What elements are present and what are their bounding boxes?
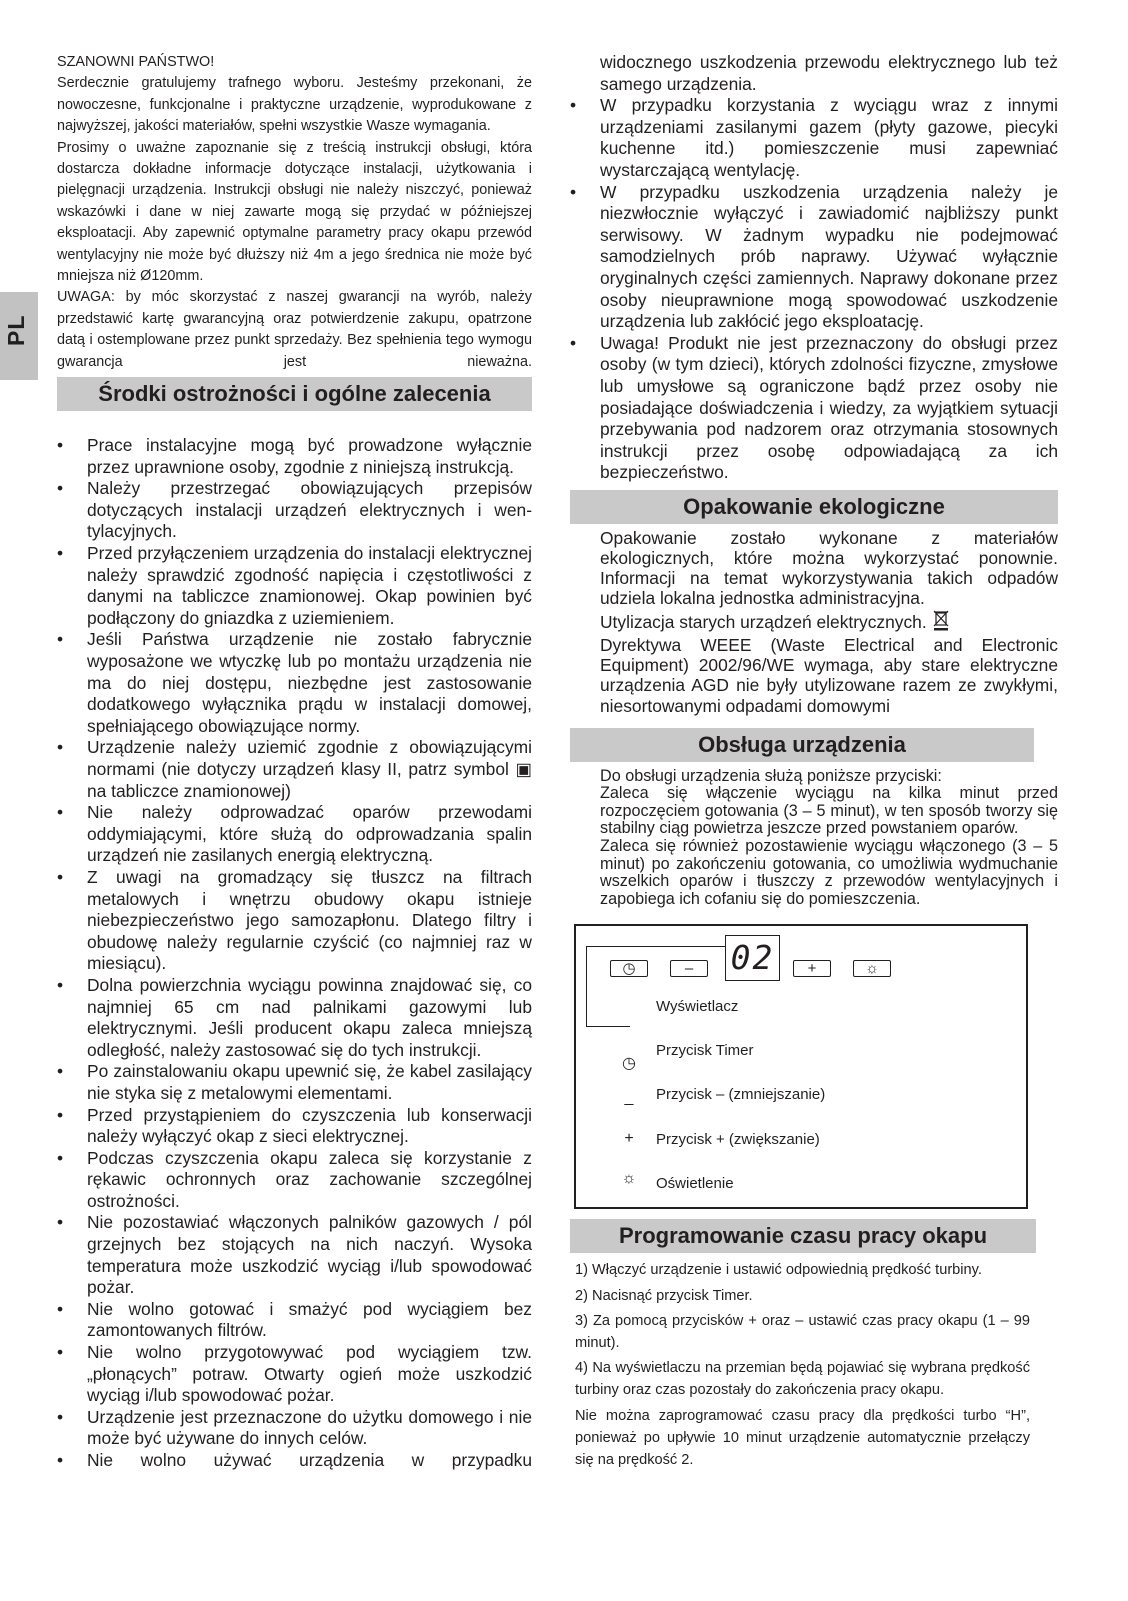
list-item: • Nie wolno używać urządzenia w przypadku [57, 1450, 532, 1472]
intro-paragraph: Serdecznie gratulujemy trafnego wyboru. Jesteśmy przekonani, że nowoczesne, funkcjonalne i praktyczne urządzenie, wyprodukowane z najwyższej, jakości materiałów, spełni wszystkie Wasze wymagania. [57, 75, 532, 135]
legend-label: Oświetlenie [656, 1175, 734, 1193]
operation-paragraph: Do obsługi urządzenia służą poniższe przyciski: [600, 766, 942, 785]
legend-label: Przycisk + (zwiększanie) [656, 1131, 820, 1149]
list-item: • Należy przestrzegać obowiązujących przepisów dotyczących instalacji urządzeń elektrycznych i wen-tylacyjnych. [57, 478, 532, 543]
list-item: • Po zainstalowaniu okapu upewnić się, że kabel zasilający nie styka się z metalowymi elementami. [57, 1061, 532, 1104]
legend-row-display [576, 997, 1006, 1019]
operation-text [570, 768, 1058, 909]
minus-icon: – [684, 960, 694, 978]
eco-paragraph [570, 609, 1058, 635]
left-column [57, 52, 532, 1472]
list-item: • Przed przyłączeniem urządzenia do instalacji elektrycznej należy sprawdzić zgodność napięcia i częstotliwości z danymi na tabliczce znamionowej. Okap powinien być podłączony do gniazdka z uziemieniem. [57, 543, 532, 629]
light-icon: ☼ [865, 960, 879, 978]
operation-paragraph: Zaleca się włączenie wyciągu na kilka minut przed rozpoczęciem gotowania (3 – 5 minut), w ten sposób tworzy się stabilny ciąg powietrza jeszcze przed powstaniem oparów. [600, 784, 1058, 838]
legend-label: Przycisk Timer [656, 1042, 754, 1060]
programming-note: Nie można zaprogramować czasu pracy dla prędkości turbo “H”, ponieważ po upływie 10 minut urządzenie automatycznie przełączy się na prędkość 2. [575, 1407, 1030, 1469]
list-item: • Prace instalacyjne mogą być prowadzone wyłącznie przez uprawnione osoby, zgodnie z niniejszą instrukcją. [57, 435, 532, 478]
light-icon: ☼ [621, 1170, 637, 1188]
list-item: • Nie należy odprowadzać oparów przewodami oddymiającymi, które służą do odprowadzania spalin urządzeń nie zasilanych energią elektryczną. [57, 802, 532, 867]
plus-button[interactable] [793, 960, 831, 977]
list-item: • Jeśli Państwa urządzenie nie zostało fabrycznie wyposażone we wtyczkę lub po montażu urządzenia nie ma do niej dostępu, niezbędne jest zastosowanie dodatkowego wyłącznika prądu w instalacji domowej, spełniającego obowiązujące normy. [57, 629, 532, 737]
list-item: • W przypadku korzystania z wyciągu wraz z innymi urządzeniami zasilanymi gazem (płyty gazowe, piecyki kuchenne itd.) pomieszczenie musi zapewniać wystarczającą wentylację. [570, 95, 1058, 181]
minus-button[interactable] [670, 960, 708, 977]
list-item: • Przed przystąpieniem do czyszczenia lub konserwacji należy wyłączyć okap z sieci elektrycznej. [57, 1105, 532, 1148]
digital-display: 02 [725, 935, 780, 981]
list-item: • Z uwagi na gromadzący się tłuszcz na filtrach metalowych i wnętrzu obudowy okapu istnieje niebezpieczeństwo jego samozapłonu. Dlatego filtry i obudowę należy regularnie czyścić (co najmniej raz w miesiącu). [57, 867, 532, 975]
programming-step: 1) Włączyć urządzenie i ustawić odpowiednią prędkość turbiny. [575, 1262, 982, 1279]
plus-icon: + [807, 960, 817, 978]
right-column [570, 52, 1058, 1474]
list-item: • Nie wolno gotować i smażyć pod wyciągiem bez zamontowanych filtrów. [57, 1299, 532, 1342]
list-item: • Nie wolno przygotowywać pod wyciągiem tzw. „płonących” potraw. Otwarty ogień może uszkodzić wyciąg i/lub spowodować pożar. [57, 1342, 532, 1407]
plus-icon: + [624, 1130, 634, 1148]
intro-text [57, 52, 532, 373]
timer-icon: ◷ [622, 1055, 636, 1073]
language-tab-label: PL [3, 314, 29, 346]
eco-text [570, 528, 1058, 716]
list-item: • W przypadku uszkodzenia urządzenia należy je niezwłocznie wyłączyć i zawiadomić najbliższy punkt serwisowy. W żadnym wypadku nie podejmować samodzielnych prób naprawy. Używać wyłącznie oryginalnych części zamiennych. Naprawy dokonane przez osoby nieuprawnione mogą spowodować uszkodzenie urządzenia lub zakłócić jego eksploatację. [570, 182, 1058, 333]
list-item: • Urządzenie należy uziemić zgodnie z obowiązującymi normami (nie dotyczy urządzeń klasy II, patrz symbol ▣ na tabliczce znamionowej) [57, 737, 532, 802]
legend-row-plus [576, 1130, 1006, 1152]
section-title-programming: Programowanie czasu pracy okapu [570, 1219, 1036, 1253]
programming-text [570, 1259, 1030, 1471]
legend-row-light [576, 1170, 1006, 1196]
safety-continued: widocznego uszkodzenia przewodu elektrycznego lub też samego urządzenia. [600, 52, 1058, 94]
programming-step: 3) Za pomocą przycisków + oraz – ustawić czas pracy okapu (1 – 99 minut). [575, 1312, 1030, 1352]
legend-row-timer [576, 1041, 1006, 1073]
eco-paragraph: Opakowanie zostało wykonane z materiałów ekologicznych, które można wykorzystać ponownie. Informacji na temat wykorzystywania takich odpadów udziela lokalna jednostka administracyjna. [600, 527, 1058, 609]
section-title-safety: Środki ostrożności i ogólne zalecenia [57, 377, 532, 411]
list-item: • Uwaga! Produkt nie jest przeznaczony do obsługi przez osoby (w tym dzieci), których zdolności fizyczne, zmysłowe lub umysłowe są ograniczone bądź przez osoby nie posiadające doświadczenia i wiedzy, za wyjątkiem sytuacji przebywania pod nadzorem oraz otrzymania stosownych instrukcji przez osobę odpowiadającą za ich bezpieczeństwo. [570, 333, 1058, 484]
list-item: • Podczas czyszczenia okapu zaleca się korzystanie z rękawic ochronnych oraz zachowanie szczególnej ostrożności. [57, 1148, 532, 1213]
timer-button[interactable] [610, 960, 648, 977]
light-button[interactable] [853, 960, 891, 977]
legend-label: Przycisk – (zmniejszanie) [656, 1086, 826, 1104]
list-item: • Urządzenie jest przeznaczone do użytku domowego i nie może być używane do innych celów. [57, 1407, 532, 1450]
section-title-operation: Obsługa urządzenia [570, 728, 1034, 762]
safety-list [57, 435, 532, 1472]
weee-bin-icon [932, 609, 950, 635]
intro-paragraph: Prosimy o uważne zapoznanie się z treścią instrukcji obsługi, która dostarcza dokładne informacje dotyczące instalacji, użytkowania i pielęgnacji urządzenia. Instrukcji obsługi nie należy niszczyć, ponieważ wskazówki i dane w niej zawarte mogą się przydać w późniejszej eksploatacji. Aby zapewnić optymalne parametry pracy okapu przewód wentylacyjny nie może być dłuższy niż 4m a jego średnica nie może być mniejsza niż Ø120mm. [57, 139, 532, 285]
programming-step: 2) Nacisnąć przycisk Timer. [575, 1287, 753, 1304]
intro-warning: UWAGA: by móc skorzystać z naszej gwarancji na wyrób, należy przedstawić kartę gwarancyjną oraz potwierdzenie zakupu, opatrzone datą i ostemplowane przez punkt sprzedaży. Bez spełnienia tego wymogu gwarancja jest nieważna. [57, 289, 532, 370]
timer-icon: ◷ [622, 960, 636, 978]
language-tab [0, 292, 38, 380]
eco-paragraph: Dyrektywa WEEE (Waste Electrical and Electronic Equipment) 2002/96/WE wymaga, aby stare elektryczne urządzenia AGD nie były utylizowane razem ze zwykłymi, niesortowanymi odpadami domowymi [600, 634, 1058, 716]
eco-disposal-text: Utylizacja starych urządzeń elektrycznych. [600, 611, 927, 632]
minus-icon: _ [624, 1089, 634, 1107]
safety-list-continued [570, 95, 1058, 484]
list-item: • Nie pozostawiać włączonych palników gazowych / pól grzejnych bez stojących na nich naczyń. Wysoka temperatura może uszkodzić wyciąg i/lub spowodować pożar. [57, 1212, 532, 1298]
legend-label: Wyświetlacz [656, 998, 739, 1016]
section-title-eco: Opakowanie ekologiczne [570, 490, 1058, 524]
control-panel-diagram [574, 924, 1028, 1209]
display-guide-line [586, 946, 725, 947]
display-guide-line [586, 1026, 630, 1027]
list-item: • Dolna powierzchnia wyciągu powinna znajdować się, co najmniej 65 cm nad palnikami gazowymi lub elektrycznymi. Jeśli producent okapu zaleca mniejszą odległość, należy zastosować się do tych instrukcji. [57, 975, 532, 1061]
operation-paragraph: Zaleca się również pozostawienie wyciągu włączonego (3 – 5 minut) po zakończeniu gotowania, co umożliwia wydmuchanie wszelkich oparów i tłuszczy z przewodów wentylacyjnych i zapobiega ich cofaniu się do pomieszczenia. [600, 837, 1058, 908]
legend-row-minus [576, 1085, 1006, 1107]
intro-greeting: SZANOWNI PAŃSTWO! [57, 54, 215, 70]
programming-step: 4) Na wyświetlaczu na przemian będą pojawiać się wybrana prędkość turbiny oraz czas pozostały do zakończenia pracy okapu. [575, 1360, 1030, 1399]
